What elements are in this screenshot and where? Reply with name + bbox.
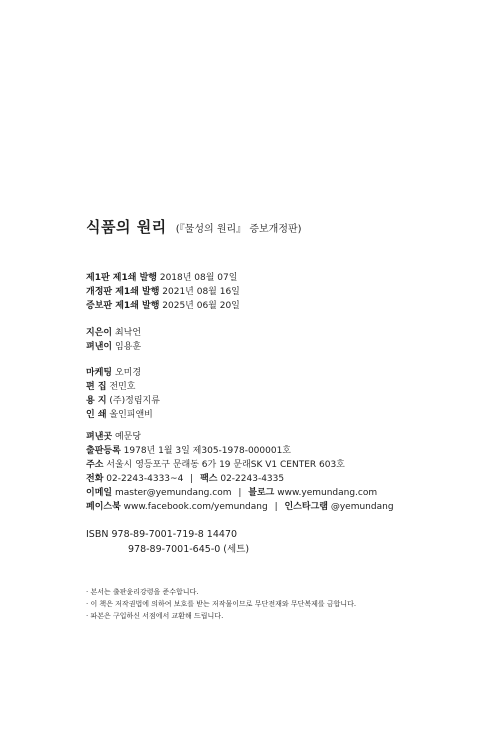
staff-label: 인 쇄 bbox=[86, 410, 107, 420]
registration-row bbox=[86, 444, 394, 458]
address-row bbox=[86, 458, 394, 472]
isbn-block bbox=[86, 527, 249, 557]
publisher-name-label: 펴낸곳 bbox=[86, 432, 113, 442]
isbn-set: 978-89-7001-645-0 (세트) bbox=[128, 544, 250, 555]
isbn-row bbox=[86, 527, 249, 542]
separator: | bbox=[190, 474, 194, 484]
blog-label: 블로그 bbox=[248, 488, 275, 498]
author-publisher bbox=[86, 326, 141, 354]
note-item: · 본서는 출판윤리강령을 준수합니다. bbox=[86, 588, 199, 596]
author-label: 지은이 bbox=[86, 328, 113, 338]
book-title-main: 식품의 원리 bbox=[86, 218, 167, 236]
email-blog-row bbox=[86, 486, 394, 500]
registration-value: 1978년 1월 3일 제305-1978-000001호 bbox=[123, 446, 291, 456]
email-label: 이메일 bbox=[86, 488, 113, 498]
edition-row bbox=[86, 271, 240, 285]
instagram-handle[interactable]: @yemundang bbox=[330, 502, 394, 512]
separator: | bbox=[238, 488, 242, 498]
staff-value: (주)정림지류 bbox=[109, 396, 160, 406]
staff-label: 용 지 bbox=[86, 396, 107, 406]
edition-label: 제1판 제1쇄 발행 bbox=[86, 273, 157, 283]
publisher-name-row bbox=[86, 430, 394, 444]
instagram-label: 인스타그램 bbox=[284, 502, 328, 512]
publisher-person-label: 펴낸이 bbox=[86, 342, 113, 352]
publisher-person-row bbox=[86, 340, 141, 354]
phone-fax-row bbox=[86, 472, 394, 486]
fax-value: 02-2243-4335 bbox=[220, 474, 285, 484]
edition-date: 2025년 06월 20일 bbox=[162, 301, 240, 311]
staff-row bbox=[86, 408, 160, 422]
edition-date: 2018년 08월 07일 bbox=[159, 273, 238, 283]
edition-row bbox=[86, 285, 240, 299]
staff-credits bbox=[86, 366, 160, 422]
staff-row bbox=[86, 380, 160, 394]
isbn-primary: 978-89-7001-719-8 14470 bbox=[111, 529, 238, 540]
address-value: 서울시 영등포구 문래동 6가 19 문래SK V1 CENTER 603호 bbox=[106, 460, 345, 470]
phone-value: 02-2243-4333~4 bbox=[106, 474, 184, 484]
edition-history bbox=[86, 271, 240, 313]
staff-value: 전민호 bbox=[109, 382, 136, 392]
address-label: 주소 bbox=[86, 460, 104, 470]
publisher-person-name: 임용훈 bbox=[114, 342, 142, 352]
phone-label: 전화 bbox=[86, 474, 104, 484]
note-item: · 이 책은 저작권법에 의하여 보호를 받는 저작물이므로 무단전재와 무단복제를 금합니다. bbox=[86, 600, 357, 608]
publisher-name: 예문당 bbox=[114, 432, 142, 442]
edition-date: 2021년 08월 16일 bbox=[162, 287, 240, 297]
email-link[interactable]: master@yemundang.com bbox=[114, 488, 232, 498]
edition-label: 개정판 제1쇄 발행 bbox=[86, 287, 160, 297]
note-item: · 파본은 구입하신 서점에서 교환해 드립니다. bbox=[86, 612, 224, 620]
blog-link[interactable]: www.yemundang.com bbox=[277, 488, 378, 498]
facebook-link[interactable]: www.facebook.com/yemundang bbox=[123, 502, 268, 512]
fax-label: 팩스 bbox=[200, 474, 218, 484]
facebook-label: 페이스북 bbox=[86, 502, 121, 512]
staff-row bbox=[86, 394, 160, 408]
staff-label: 마케팅 bbox=[86, 368, 113, 378]
book-subtitle: (『물성의 원리』 증보개정판) bbox=[175, 224, 302, 235]
author-row bbox=[86, 326, 141, 340]
legal-notes bbox=[86, 586, 356, 622]
staff-value: 올인피앤비 bbox=[109, 410, 153, 420]
edition-row bbox=[86, 299, 240, 313]
staff-value: 오미경 bbox=[114, 368, 142, 378]
staff-label: 편 집 bbox=[86, 382, 107, 392]
edition-label: 증보판 제1쇄 발행 bbox=[86, 301, 160, 311]
staff-row bbox=[86, 366, 160, 380]
publisher-info bbox=[86, 430, 394, 514]
book-title bbox=[86, 216, 302, 237]
registration-label: 출판등록 bbox=[86, 446, 121, 456]
isbn-label: ISBN bbox=[86, 529, 109, 540]
isbn-set-row bbox=[86, 542, 249, 557]
social-row bbox=[86, 500, 394, 514]
author-name: 최낙언 bbox=[114, 328, 142, 338]
separator: | bbox=[274, 502, 278, 512]
